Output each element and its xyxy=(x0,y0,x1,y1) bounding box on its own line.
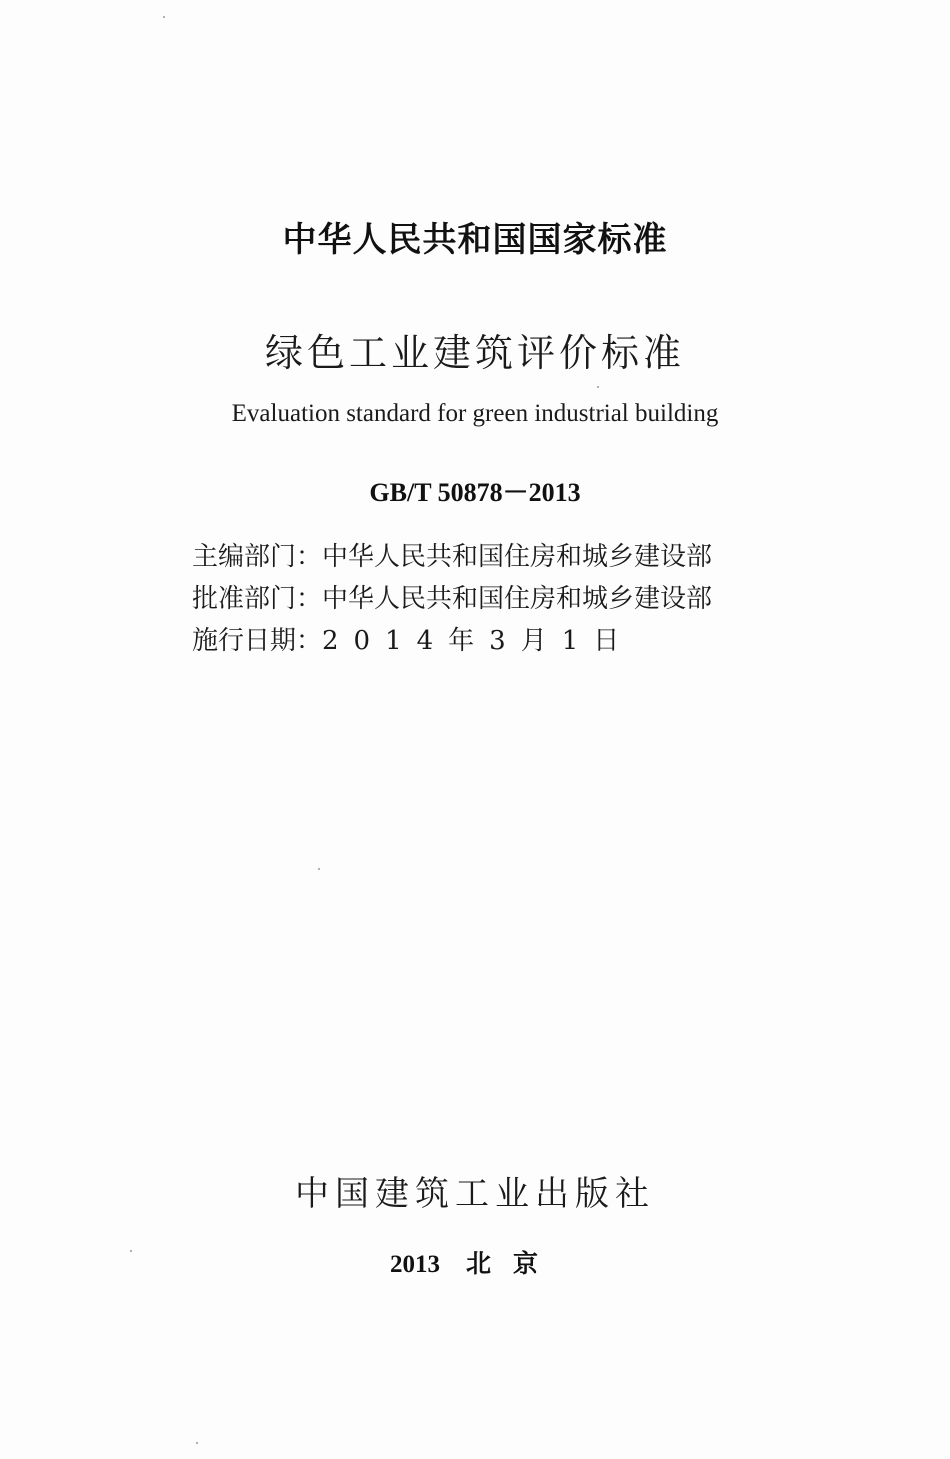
approver-row xyxy=(192,578,772,620)
national-standard-heading: 中华人民共和国国家标准 xyxy=(282,220,668,260)
scan-speck xyxy=(597,386,599,388)
english-title: Evaluation standard for green industrial building xyxy=(231,400,719,427)
editor-label: 主编部门： xyxy=(192,542,323,572)
approver-value: 中华人民共和国住房和城乡建设部 xyxy=(322,584,713,614)
approver-label: 批准部门： xyxy=(192,584,323,614)
publication-city: 北京 xyxy=(465,1251,560,1278)
standard-code: GB/T 50878－2013 xyxy=(369,478,581,507)
effective-date-label: 施行日期： xyxy=(192,626,323,656)
effective-date-row xyxy=(192,620,772,662)
effective-date-value: 2014年3月1日 xyxy=(322,626,635,656)
scan-speck xyxy=(318,868,320,870)
publication-place-line xyxy=(0,1244,950,1280)
info-block xyxy=(192,536,772,662)
editor-value: 中华人民共和国住房和城乡建设部 xyxy=(322,542,713,572)
editor-row xyxy=(192,536,772,578)
chinese-title: 绿色工业建筑评价标准 xyxy=(264,331,685,375)
scan-speck xyxy=(163,16,165,18)
scan-speck xyxy=(130,1250,132,1252)
scan-speck xyxy=(196,1442,198,1444)
publisher-name: 中国建筑工业出版社 xyxy=(295,1174,655,1214)
publication-year: 2013 xyxy=(389,1251,440,1278)
